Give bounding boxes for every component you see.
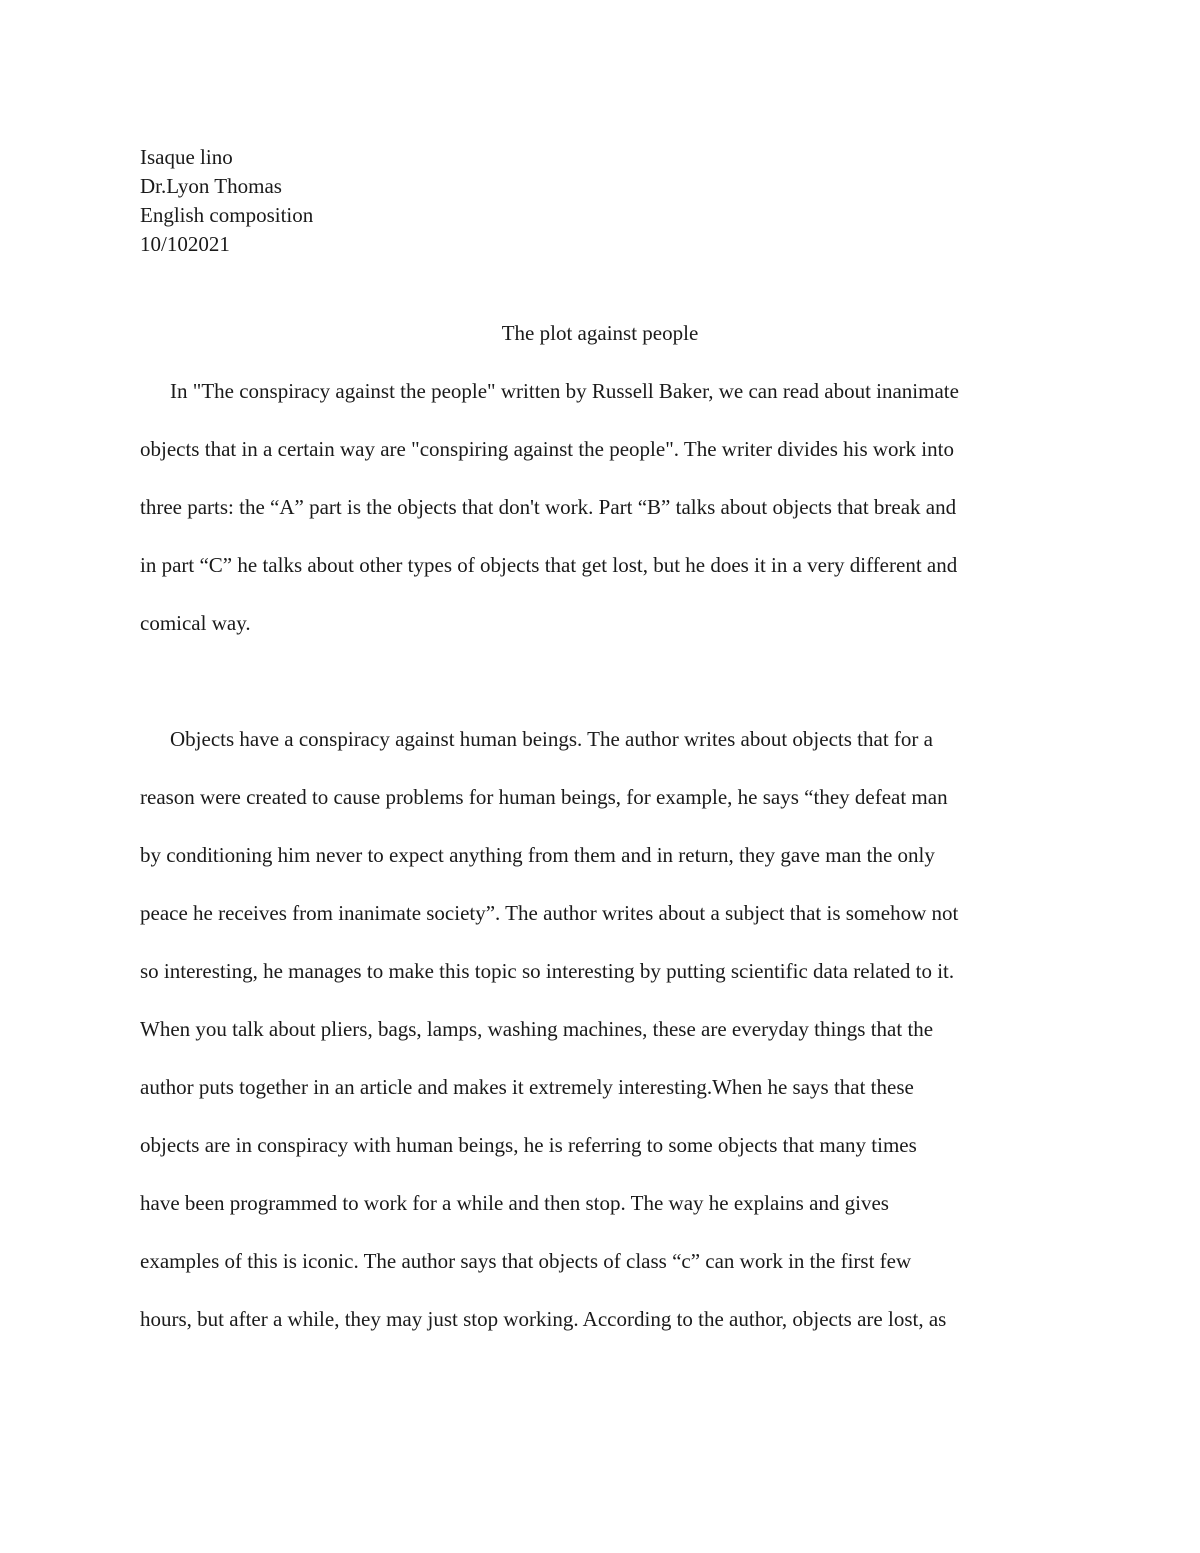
instructor-name: Dr.Lyon Thomas (140, 174, 282, 198)
document-header (140, 143, 313, 259)
paragraph-line: Objects have a conspiracy against human beings. The author writes about objects that for a (170, 727, 933, 751)
document-date: 10/102021 (140, 232, 230, 256)
paragraph-line: objects that in a certain way are "conspiring against the people". The writer divides his work into (140, 437, 954, 461)
paragraph-line: have been programmed to work for a while and then stop. The way he explains and gives (140, 1191, 889, 1215)
paragraph-1 (140, 377, 1070, 667)
document-title: The plot against people (501, 321, 699, 345)
paragraph-line: author puts together in an article and makes it extremely interesting.When he says that these (140, 1075, 914, 1099)
paragraph-line: reason were created to cause problems for human beings, for example, he says “they defeat man (140, 785, 948, 809)
paragraph-line: in part “C” he talks about other types of objects that get lost, but he does it in a very different and (140, 553, 958, 577)
paragraph-line: three parts: the “A” part is the objects that don't work. Part “B” talks about objects that break and (140, 495, 957, 519)
paragraph-line: objects are in conspiracy with human beings, he is referring to some objects that many times (140, 1133, 917, 1157)
paragraph-line: by conditioning him never to expect anything from them and in return, they gave man the only (140, 843, 935, 867)
paragraph-line: In "The conspiracy against the people" written by Russell Baker, we can read about inanimate (170, 379, 959, 403)
paragraph-line: examples of this is iconic. The author says that objects of class “c” can work in the first few (140, 1249, 912, 1273)
author-name: Isaque lino (140, 145, 233, 169)
paragraph-line: so interesting, he manages to make this topic so interesting by putting scientific data related to it. (140, 959, 955, 983)
paragraph-line: When you talk about pliers, bags, lamps, washing machines, these are everyday things that the (140, 1017, 934, 1041)
paragraph-line: comical way. (140, 611, 251, 635)
paragraph-line: peace he receives from inanimate society”. The author writes about a subject that is somehow not (140, 901, 959, 925)
paragraph-line: hours, but after a while, they may just stop working. According to the author, objects are lost, as (140, 1307, 947, 1331)
paragraph-2 (140, 725, 1070, 1363)
course-name: English composition (140, 203, 314, 227)
